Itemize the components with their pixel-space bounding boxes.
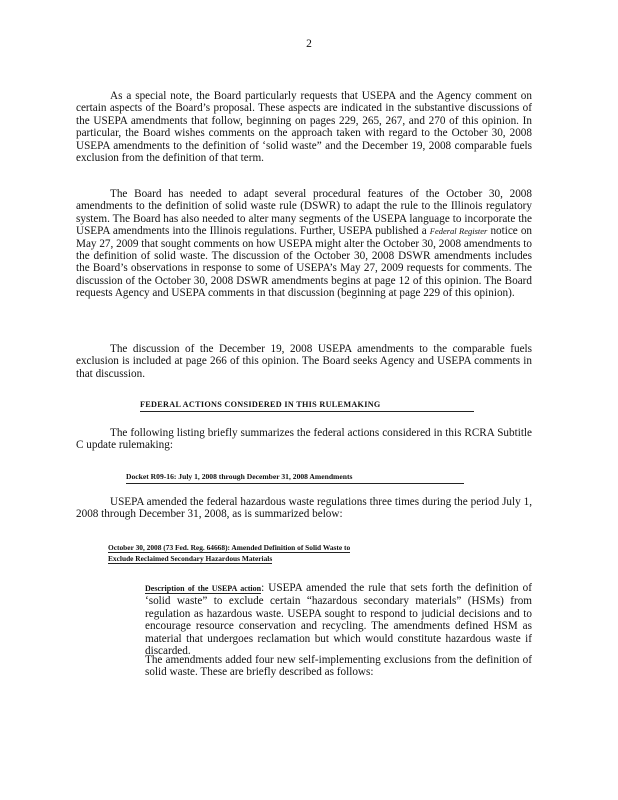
paragraph-usepa-amended (76, 496, 532, 521)
heading-october-line1: October 30, 2008 (73 Fed. Reg. 64668): Amended Definition of Solid Waste to (108, 543, 351, 552)
description-block (145, 582, 532, 657)
paragraph-four-exclusions-text: The amendments added four new self-implementing exclusions from the definition of solid waste. These are briefly described as follows: (145, 654, 532, 679)
page-number: 2 (306, 38, 312, 50)
federal-register-italic: Federal Register (429, 226, 488, 237)
description-text: : USEPA amended the rule that sets forth the definition of ‘solid waste” to exclude certain “hazardous secondary materials” (HSMs) from regulation as hazardous waste. USEPA sought to respond to judicial decisions and to encourage resource conservation and recycling. The amendments defined HSM as material that undergoes reclamation but which would constitute hazardous waste if discarded. (145, 582, 532, 658)
paragraph-listing-summary (76, 427, 532, 452)
paragraph-procedural-features (76, 188, 532, 300)
paragraph-procedural-text-b: notice on May 27, 2009 that sought comments on how USEPA might alter the October 30, 2008 amendments to the definition of solid waste. The discussion of the October 30, 2008 DSWR amendments includes the Board’s observations in response to some of USEPA’s May 27, 2009 requests for comments. The discussion of the October 30, 2008 DSWR amendments begins at page 12 of this opinion. The Board requests Agency and USEPA comments in that discussion (beginning at page 229 of this opinion). (76, 225, 533, 300)
heading-federal-actions: FEDERAL ACTIONS CONSIDERED IN THIS RULEMAKING (140, 399, 474, 412)
paragraph-special-note (76, 90, 532, 164)
paragraph-comparable-fuels-text: The discussion of the December 19, 2008 USEPA amendments to the comparable fuels exclusion is included at page 266 of this opinion. The Board seeks Agency and USEPA comments in that discussion. (76, 343, 532, 380)
paragraph-special-note-text: As a special note, the Board particularly requests that USEPA and the Agency comment on certain aspects of the Board’s proposal. These aspects are indicated in the substantive discussions of the USEPA amendments that follow, beginning on pages 229, 265, 267, and 270 of this opinion. In particular, the Board wishes comments on the approach taken with regard to the October 30, 2008 USEPA amendments to the definition of ‘solid waste” and the December 19, 2008 comparable fuels exclusion from the definition of that term. (76, 90, 532, 165)
heading-october-line2: Exclude Reclaimed Secondary Hazardous Materials (108, 554, 273, 563)
paragraph-four-exclusions (145, 654, 532, 679)
paragraph-procedural-text-a: The Board has needed to adapt several procedural features of the October 30, 2008 amendments to the definition of solid waste rule (DSWR) to adapt the rule to the Illinois regulatory system. The Board has also needed to alter many segments of the USEPA language to incorporate the USEPA amendments into the Illinois regulations. Further, USEPA published a (76, 188, 532, 238)
heading-docket: Docket R09-16: July 1, 2008 through December 31, 2008 Amendments (126, 471, 464, 484)
paragraph-listing-summary-text: The following listing briefly summarizes the federal actions considered in this RCRA Subtitle C update rulemaking: (76, 427, 532, 452)
heading-october-amendment (108, 542, 518, 565)
description-heading: Description of the USEPA action (145, 584, 262, 593)
paragraph-usepa-amended-text: USEPA amended the federal hazardous waste regulations three times during the period July 1, 2008 through December 31, 2008, as is summarized below: (76, 496, 532, 521)
paragraph-comparable-fuels (76, 343, 532, 380)
